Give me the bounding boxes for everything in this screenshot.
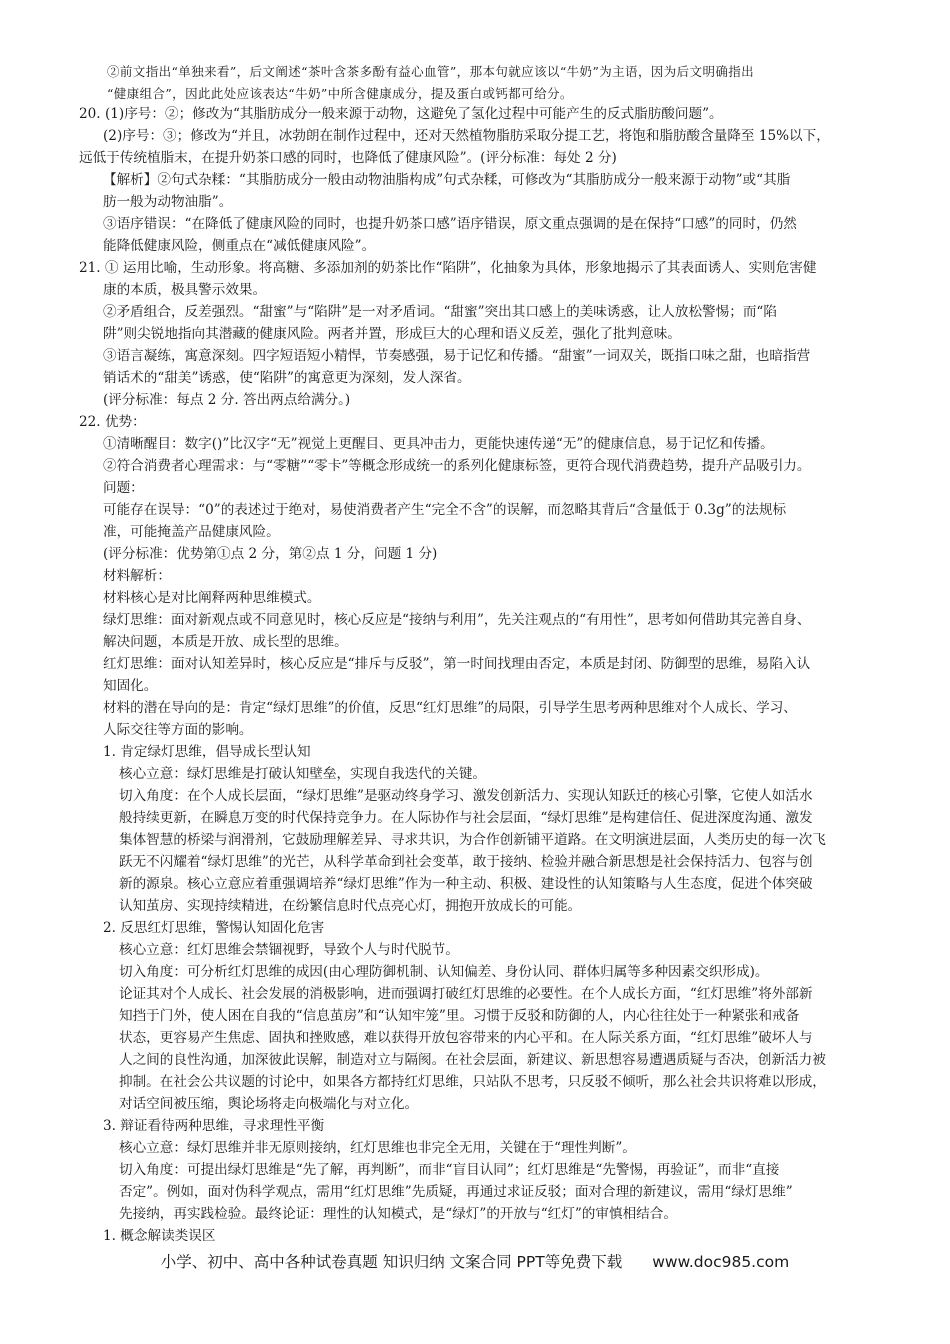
section-heading: 1. 概念解读类误区 — [103, 1228, 216, 1244]
text-line: ②符合消费者心理需求：与“零糖”“零卡”等概念形成统一的系列化健康标签，更符合现代消费趋势，提升产品吸引力。 — [103, 458, 811, 474]
text-line: 可能存在误导：“0”的表述过于绝对，易使消费者产生“完全不含”的误解，而忽略其背后“含量低于 0.3g”的法规标 — [103, 502, 787, 518]
text-line: 人之间的良性沟通，加深彼此误解，制造对立与隔阂。在社会层面，新建议、新思想容易遭遇质疑与否决，创新活力被 — [119, 1052, 826, 1068]
text-line: ①清晰醒目：数字()”比汉字“无”视觉上更醒目、更具冲击力，更能快速传递“无”的健康信息，易于记忆和传播。 — [103, 436, 774, 452]
text-line: 对话空间被压缩，舆论场将走向极端化与对立化。 — [119, 1096, 419, 1112]
text-line: 21. ① 运用比喻，生动形象。将高糖、多添加剂的奶茶比作“陷阱”，化抽象为具体，形象地揭示了其表面诱人、实则危害健 — [79, 260, 817, 276]
text-line: 论证其对个人成长、社会发展的消极影响，进而强调打破红灯思维的必要性。在个人成长方面，“红灯思维”将外部新 — [119, 986, 813, 1002]
text-line: ③语序错误：“在降低了健康风险的同时，也提升奶茶口感”语序错误，原文重点强调的是在保持“口感”的同时，仍然 — [103, 216, 797, 232]
text-line: “健康组合”，因此此处应该表达“牛奶”中所含健康成分，提及蛋白或钙都可给分。 — [107, 86, 573, 101]
text-line: 核心立意：绿灯思维是打破认知壁垒，实现自我迭代的关键。 — [119, 766, 487, 782]
footer-text: 小学、初中、高中各种试卷真题 知识归纳 文案合同 PPT等免费下载 — [160, 1253, 623, 1271]
text-line: (2)序号：③；修改为“并且，冰勃朗在制作过程中，还对天然植物脂肪采取分提工艺，将饱和脂肪酸含量降至 15%以下， — [103, 128, 830, 144]
text-line: 22. 优势： — [79, 414, 146, 430]
text-line: 般持续更新，在瞬息万变的时代保持竞争力。在人际协作与社会层面，“绿灯思维”是构建信任、促进深度沟通、激发 — [119, 810, 813, 826]
section-heading: 1. 肯定绿灯思维，倡导成长型认知 — [103, 744, 311, 760]
text-line: 否定”。例如，面对伪科学观点，需用“红灯思维”先质疑，再通过求证反驳；面对合理的新建议，需用“绿灯思维” — [119, 1184, 793, 1200]
text-line: 状态，更容易产生焦虑、固执和挫败感，难以获得开放包容带来的内心平和。在人际关系方面，“红灯思维”破坏人与 — [119, 1030, 813, 1046]
text-line: 切入角度：在个人成长层面，“绿灯思维”是驱动终身学习、激发创新活力、实现认知跃迁的核心引擎，它使人如活水 — [119, 788, 813, 804]
text-line: 材料解析： — [103, 568, 171, 584]
text-line: (评分标准：优势第①点 2 分，第②点 1 分，问题 1 分) — [103, 546, 438, 562]
text-line: 先接纳，再实践检验。最终论证：理性的认知模式，是“绿灯”的开放与“红灯”的审慎相结合。 — [119, 1206, 677, 1222]
text-line: (评分标准：每点 2 分. 答出两点给满分。) — [103, 392, 351, 408]
text-line: 核心立意：红灯思维会禁锢视野，导致个人与时代脱节。 — [119, 942, 459, 958]
text-line: 绿灯思维：面对新观点或不同意见时，核心反应是“接纳与利用”，先关注观点的“有用性”，思考如何借助其完善自身、 — [103, 612, 811, 628]
text-line: 认知茧房、实现持续精进，在纷繁信息时代点亮心灯，拥抱开放成长的可能。 — [119, 898, 582, 914]
text-line: 肪一般为动物油脂”。 — [103, 194, 233, 210]
text-line: 切入角度：可提出绿灯思维是“先了解，再判断”，而非“盲目认同”；红灯思维是“先警惕，再验证”，而非“直接 — [119, 1162, 780, 1178]
section-heading: 2. 反思红灯思维，警惕认知固化危害 — [103, 920, 325, 936]
text-line: 【解析】②句式杂糅：“其脂肪成分一般由动物油脂构成”句式杂糅，可修改为“其脂肪成分一般来源于动物”或“其脂 — [103, 172, 791, 188]
text-line: 20. (1)序号：②；修改为“其脂肪成分一般来源于动物，这避免了氢化过程中可能产生的反式脂肪酸问题”。 — [79, 106, 723, 122]
text-line: 跃无不闪耀着“绿灯思维”的光芒，从科学革命到社会变革，敢于接纳、检验并融合新思想是社会保持活力、包容与创 — [119, 854, 813, 870]
text-line: 材料的潜在导向的是：肯定“绿灯思维”的价值，反思“红灯思维”的局限，引导学生思考两种思维对个人成长、学习、 — [103, 700, 797, 716]
text-line: 问题： — [103, 480, 144, 496]
text-line: 解决问题，本质是开放、成长型的思维。 — [103, 634, 348, 650]
footer — [0, 1250, 950, 1274]
text-line: 人际交往等方面的影响。 — [103, 722, 253, 738]
text-line: 销话术的“甜美”诱惑，使“陷阱”的寓意更为深刻，发人深省。 — [103, 370, 471, 386]
text-line: 阱”则尖锐地指向其潜藏的健康风险。两者并置，形成巨大的心理和语义反差，强化了批判意味。 — [103, 326, 681, 342]
text-line: 知挡于门外，使人困在自我的“信息茧房”和“认知牢笼”里。习惯于反驳和防御的人，内心往往处于一种紧张和戒备 — [119, 1008, 800, 1024]
text-line: 材料核心是对比阐释两种思维模式。 — [103, 590, 321, 606]
text-line: 核心立意：绿灯思维并非无原则接纳，红灯思维也非完全无用，关键在于“理性判断”。 — [119, 1140, 636, 1156]
text-line: 知固化。 — [103, 678, 158, 694]
text-line: 康的本质，极具警示效果。 — [103, 282, 267, 298]
text-line: 集体智慧的桥梁与润滑剂，它鼓励理解差异、寻求共识，为合作创新铺平道路。在文明演进层面，人类历史的每一次飞 — [119, 832, 826, 848]
text-line: 抑制。在社会公共议题的讨论中，如果各方都持红灯思维，只站队不思考，只反驳不倾听，那么社会共识将难以形成， — [119, 1074, 826, 1090]
text-line: 红灯思维：面对认知差异时，核心反应是“排斥与反驳”，第一时间找理由否定，本质是封闭、防御型的思维，易陷入认 — [103, 656, 811, 672]
section-heading: 3. 辩证看待两种思维，寻求理性平衡 — [103, 1118, 325, 1134]
text-line: 远低于传统植脂末，在提升奶茶口感的同时，也降低了健康风险”。(评分标准：每处 2 分) — [79, 150, 617, 166]
text-line: 能降低健康风险，侧重点在“减低健康风险”。 — [103, 238, 376, 254]
text-line: ②矛盾组合，反差强烈。“甜蜜”与“陷阱”是一对矛盾词。“甜蜜”突出其口感上的美味诱惑，让人放松警惕；而“陷 — [103, 304, 777, 320]
footer-url[interactable]: www.doc985.com — [652, 1253, 790, 1271]
text-line: ③语言凝练，寓意深刻。四字短语短小精悍，节奏感强，易于记忆和传播。“甜蜜”一词双关，既指口味之甜，也暗指营 — [103, 348, 811, 364]
text-line: 准，可能掩盖产品健康风险。 — [103, 524, 280, 540]
text-line: 切入角度：可分析红灯思维的成因(由心理防御机制、认知偏差、身份认同、群体归属等多种因素交织形成)。 — [119, 964, 769, 980]
text-line: ②前文指出“单独来看”，后文阐述“茶叶含茶多酚有益心血管”，那本句就应该以“牛奶”为主语，因为后文明确指出 — [107, 64, 755, 79]
text-line: 新的源泉。核心立意应着重强调培养“绿灯思维”作为一种主动、积极、建设性的认知策略与人生态度，促进个体突破 — [119, 876, 813, 892]
